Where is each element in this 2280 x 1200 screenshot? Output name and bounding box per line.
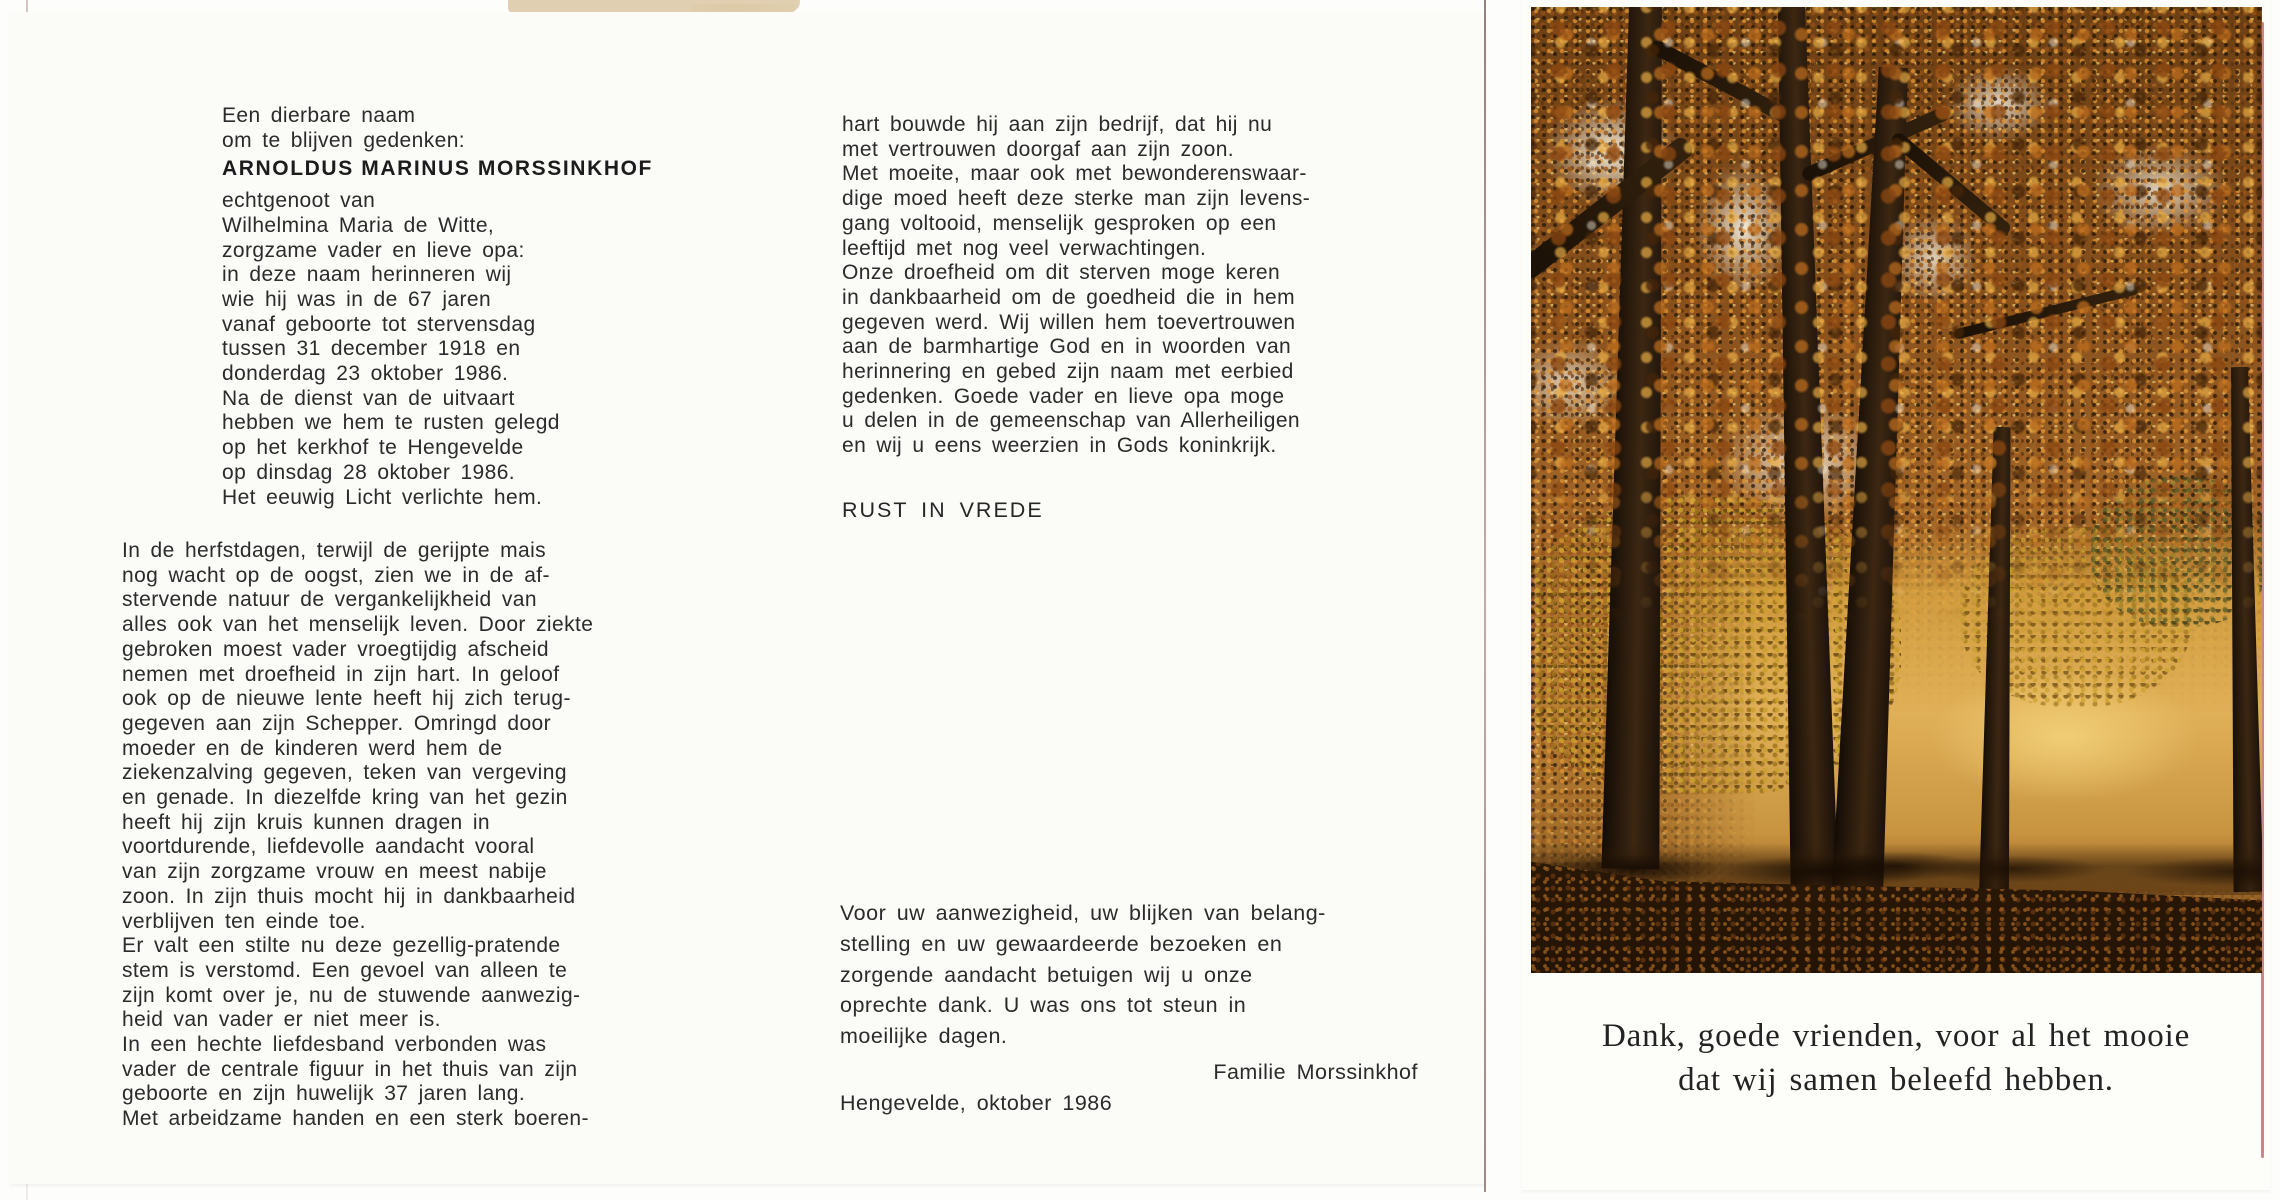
text-line: Met arbeidzame handen en een sterk boeren- <box>122 1107 589 1131</box>
text-line: dat wij samen beleefd hebben. <box>1678 1062 2114 1098</box>
dedication-intro <box>222 104 653 153</box>
text-line: Een dierbare naam <box>222 104 416 127</box>
text-line: van zijn zorgzame vrouw en meest nabije <box>122 860 547 884</box>
text-line: nog wacht op de oogst, zien we in de af- <box>122 563 550 587</box>
text-line: Na de dienst van de uitvaart <box>222 386 515 410</box>
text-line: aan de barmhartige God en in woorden van <box>842 335 1292 359</box>
text-line: donderdag 23 oktober 1986. <box>222 362 509 386</box>
text-line: wie hij was in de 67 jaren <box>222 287 492 311</box>
text-line: verblijven ten einde toe. <box>122 909 366 933</box>
text-line: moeilijke dagen. <box>840 1024 1008 1049</box>
text-line: alles ook van het menselijk leven. Door ziekte <box>122 613 594 637</box>
memorial-paragraph-column2 <box>842 113 1310 459</box>
acknowledgement-block <box>840 898 1418 1119</box>
text-line: In de herfstdagen, terwijl de gerijpte mais <box>122 539 547 562</box>
text-line: In een hechte liefdesband verbonden was <box>122 1033 547 1057</box>
text-line: gegeven werd. Wij willen hem toevertrouwen <box>842 310 1296 334</box>
rest-in-peace-line: RUST IN VREDE <box>842 498 1044 522</box>
deceased-details <box>222 189 653 510</box>
deceased-name: ARNOLDUS MARINUS MORSSINKHOF <box>222 157 653 181</box>
family-signature: Familie Morssinkhof <box>1213 1059 1418 1084</box>
text-line: dige moed heeft deze sterke man zijn levens- <box>842 187 1311 211</box>
text-line: op dinsdag 28 oktober 1986. <box>222 460 516 484</box>
text-line: tussen 31 december 1918 en <box>222 337 521 361</box>
text-line: met vertrouwen doorgaf aan zijn zoon. <box>842 137 1235 161</box>
text-line: gang voltooid, menselijk gesproken op een <box>842 211 1277 235</box>
text-line: gedenken. Goede vader en lieve opa moge <box>842 384 1285 408</box>
text-line: ziekenzalving gegeven, teken van vergeving <box>122 761 567 785</box>
text-line: oprechte dank. U was ons tot steun in <box>840 993 1247 1018</box>
text-line: Er valt een stilte nu deze gezellig-pratende <box>122 934 561 958</box>
text-line: Onze droefheid om dit sterven moge keren <box>842 261 1281 285</box>
text-line: in dankbaarheid om de goedheid die in hem <box>842 285 1296 309</box>
text-line: op het kerkhof te Hengevelde <box>222 436 524 460</box>
text-line: heid van vader er niet meer is. <box>122 1008 441 1032</box>
canopy-texture <box>1531 7 2262 625</box>
place-and-date: Hengevelde, oktober 1986 <box>840 1090 1113 1115</box>
text-line: stervende natuur de vergankelijkheid van <box>122 588 537 612</box>
text-line: om te blijven gedenken: <box>222 128 466 152</box>
text-line: hebben we hem te rusten gelegd <box>222 411 560 435</box>
photo-page <box>1522 0 2270 1190</box>
text-line: leeftijd met nog veel verwachtingen. <box>842 236 1207 260</box>
text-line: echtgenoot van <box>222 189 376 213</box>
text-line: u delen in de gemeenschap van Allerheiligen <box>842 409 1301 433</box>
text-line: en wij u eens weerzien in Gods koninkrijk. <box>842 434 1277 458</box>
text-line: ook op de nieuwe lente heeft hij zich terug- <box>122 687 571 711</box>
card-edge-line <box>1484 0 1486 1192</box>
text-line: zijn komt over je, nu de stuwende aanwezig- <box>122 983 581 1007</box>
text-line: stem is verstomd. Een gevoel van alleen te <box>122 958 568 982</box>
text-line: Het eeuwig Licht verlichte hem. <box>222 485 543 509</box>
memorial-paragraph-column1 <box>122 539 593 1132</box>
autumn-trees-photo <box>1531 7 2262 973</box>
text-line: vader de centrale figuur in het thuis van zijn <box>122 1057 578 1081</box>
text-line: zoon. In zijn thuis mocht hij in dankbaarheid <box>122 884 576 908</box>
text-line: nemen met droefheid in zijn hart. In geloof <box>122 662 560 686</box>
text-line: gegeven aan zijn Schepper. Omringd door <box>122 711 552 735</box>
text-line: Voor uw aanwezigheid, uw blijken van belang- <box>840 901 1326 925</box>
text-line: en genade. In diezelfde kring van het gezin <box>122 786 568 810</box>
text-line: stelling en uw gewaardeerde bezoeken en <box>840 931 1283 956</box>
text-line: vanaf geboorte tot stervensdag <box>222 312 536 336</box>
text-line: hart bouwde hij aan zijn bedrijf, dat hij nu <box>842 113 1273 136</box>
text-line: in deze naam herinneren wij <box>222 263 512 287</box>
text-line: Met moeite, maar ook met bewonderenswaar- <box>842 162 1307 186</box>
text-line: geboorte en zijn huwelijk 37 jaren lang. <box>122 1082 526 1106</box>
text-line: gebroken moest vader vroegtijdig afscheid <box>122 637 549 661</box>
text-line: zorgzame vader en lieve opa: <box>222 238 525 262</box>
text-line: Wilhelmina Maria de Witte, <box>222 213 495 237</box>
text-line: voortdurende, liefdevolle aandacht vooral <box>122 835 535 859</box>
text-line: Dank, goede vrienden, voor al het mooie <box>1601 1018 2191 1054</box>
text-line: heeft hij zijn kruis kunnen dragen in <box>122 810 491 834</box>
text-line: moeder en de kinderen werd hem de <box>122 736 503 760</box>
dedication-block <box>222 104 653 510</box>
text-line: herinnering en gebed zijn naam met eerbied <box>842 360 1294 384</box>
photo-caption <box>1522 1014 2270 1102</box>
acknowledgement-text <box>840 898 1418 1052</box>
memorial-text-page <box>10 12 1486 1184</box>
text-line: zorgende aandacht betuigen wij u onze <box>840 962 1253 987</box>
